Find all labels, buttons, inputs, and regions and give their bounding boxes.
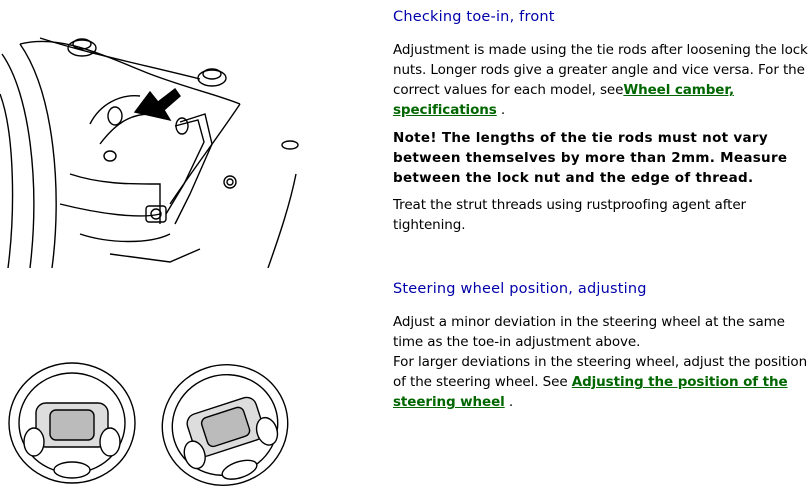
steering-wheel-rotated [147, 358, 302, 494]
steering-minor-text: Adjust a minor deviation in the steering wheel at the same time as the toe-in adjustment above. [393, 314, 785, 350]
toe-in-text-end: . [496, 102, 506, 118]
steering-larger-text: For larger deviations in the steering wheel, adjust the position of the steering wheel. See [393, 354, 808, 390]
section-heading-steering-wheel: Steering wheel position, adjusting [393, 281, 647, 297]
steering-wheel-illustration [0, 358, 302, 494]
toe-in-text: Adjustment is made using the tie rods after loosening the lock nuts. Longer rods give a greater angle and vice versa. For the correct values for each model, see [393, 42, 808, 98]
steering-wheel-paragraph [393, 312, 808, 412]
adjusting-steering-wheel-link[interactable]: Adjusting the position of the steering wheel [393, 374, 788, 410]
wheel-camber-specifications-link[interactable]: Wheel camber, specifications [393, 82, 734, 118]
section-heading-toe-in: Checking toe-in, front [393, 9, 555, 25]
steering-text-end: . [504, 394, 514, 410]
tie-rod-illustration [0, 34, 302, 268]
steering-wheel-straight [9, 363, 135, 483]
toe-in-paragraph [393, 40, 808, 120]
tie-rod-note: Note! The lengths of the tie rods must not vary between themselves by more than 2mm. Measure between the lock nut and the edge of thread. [393, 130, 788, 186]
rustproofing-paragraph: Treat the strut threads using rustproofing agent after tightening. [393, 197, 746, 233]
